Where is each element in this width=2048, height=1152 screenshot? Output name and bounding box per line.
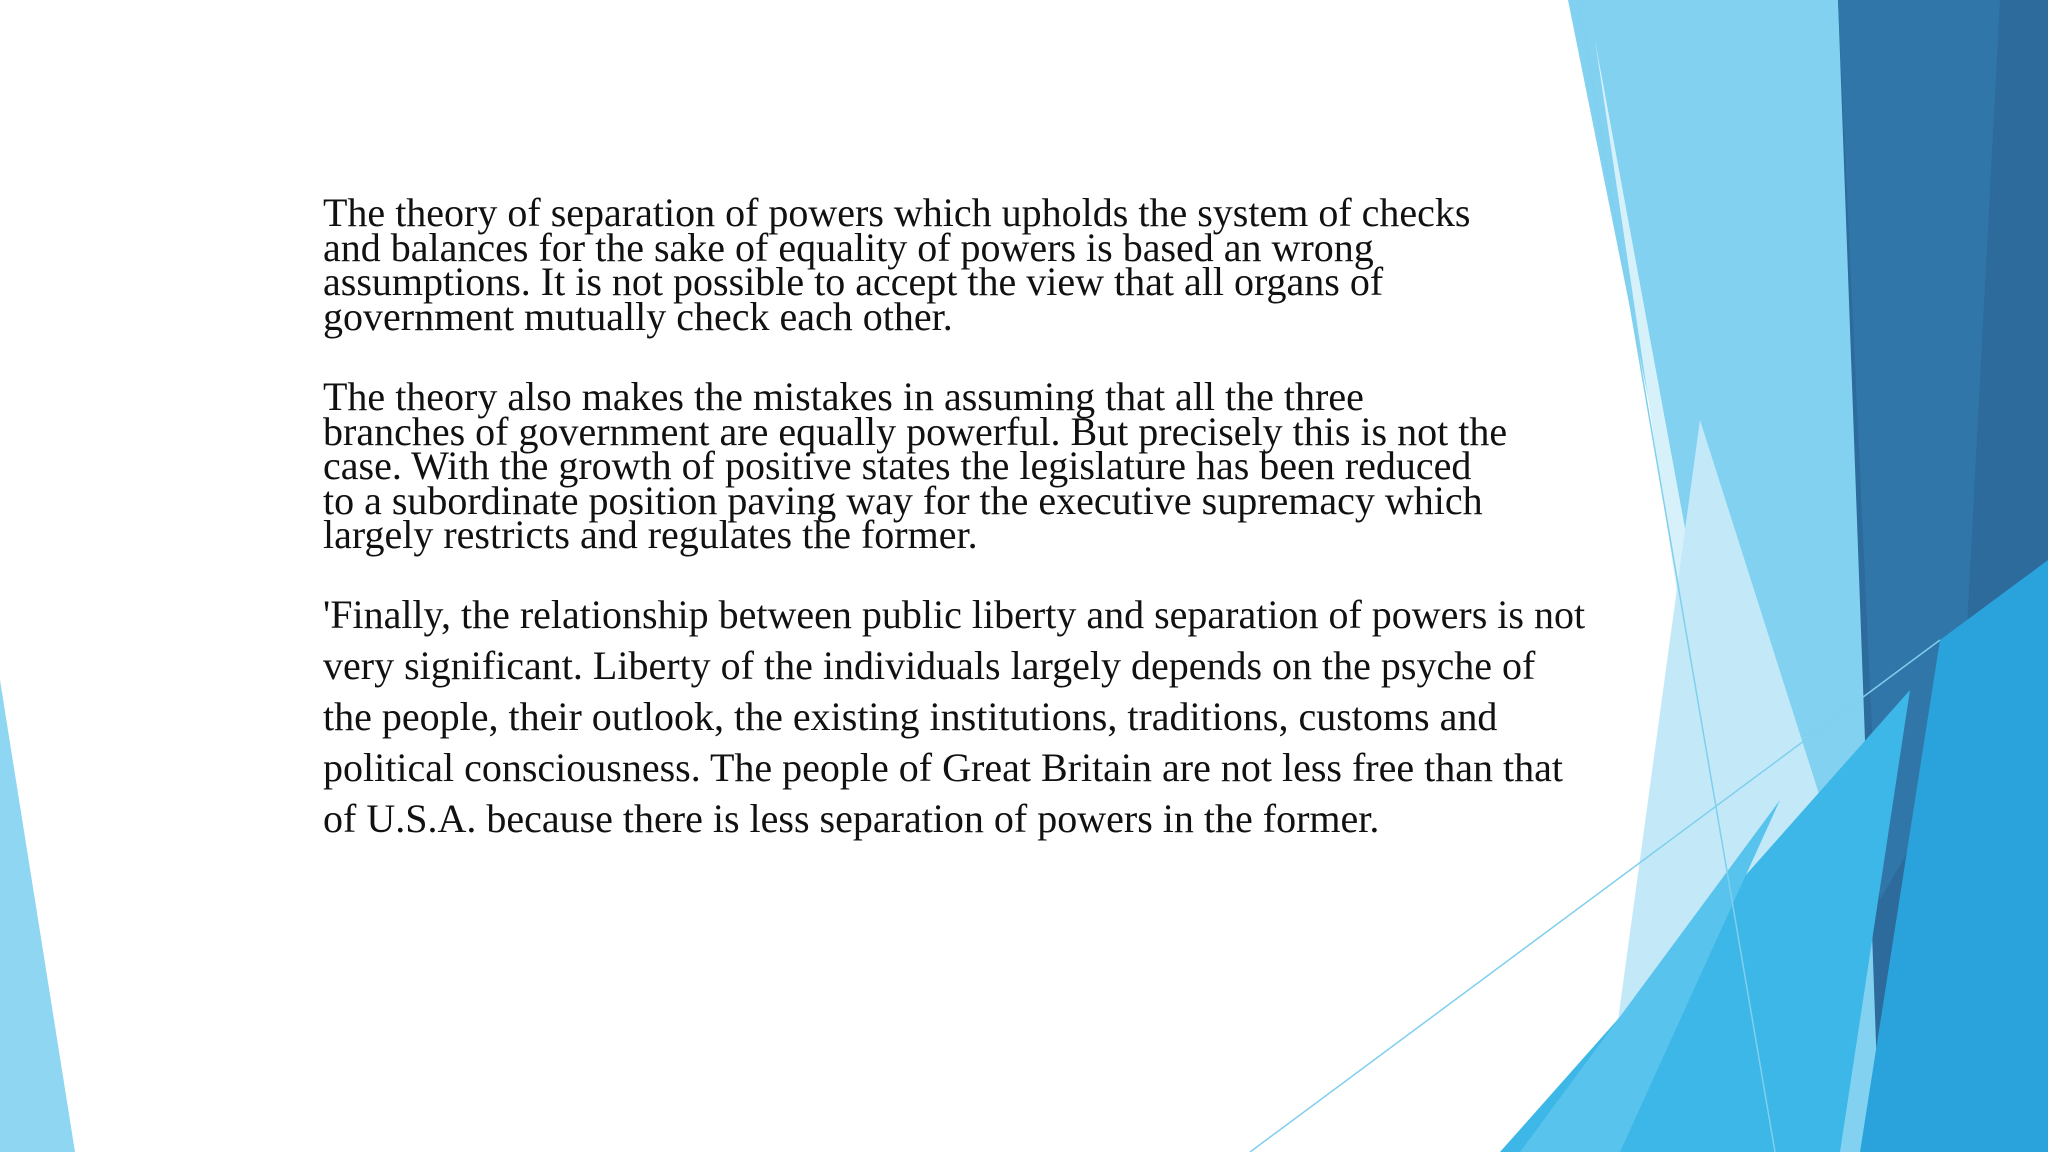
paragraph-1: The theory of separation of powers which upholds the system of checks and balances for the sake of equality of powers is based an wrong assumptions. It is not possible to accept the view that all organs of government mutually check each other. [323,190,1471,339]
paragraph-2: The theory also makes the mistakes in assuming that all the three branches of government are equally powerful. But precisely this is not the case. With the growth of positive states the legislature has been reduced to a subordinate position paving way for the executive supremacy which largely restricts and regulates the former. [323,374,1508,557]
paragraph-3: 'Finally, the relationship between public liberty and separation of powers is not very significant. Liberty of the individuals largely depends on the psyche of the people, their outlook, the existing institutions, traditions, customs and political consciousness. The people of Great Britain are not less free than that of U.S.A. because there is less separation of powers in the former. [323,591,1586,841]
slide-body [323,190,1623,844]
left-edge-shape [0,680,75,1152]
